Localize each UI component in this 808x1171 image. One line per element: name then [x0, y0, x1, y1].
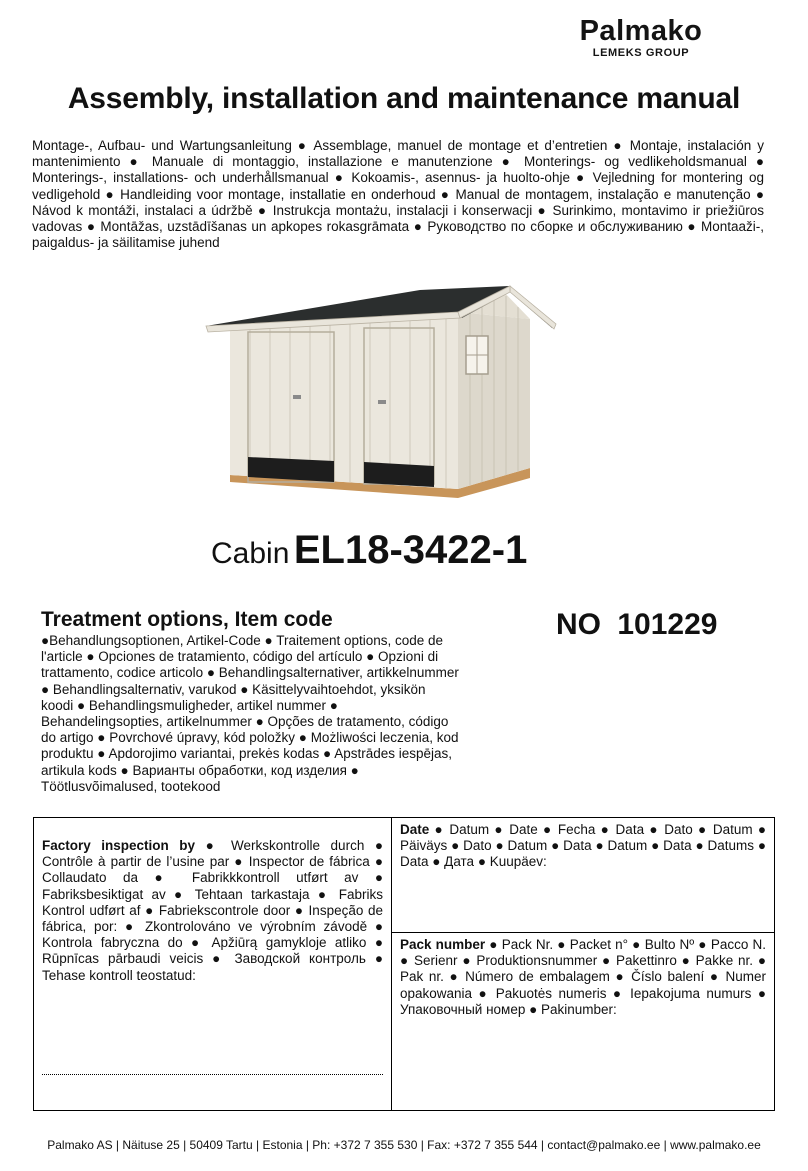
- inspection-table: [33, 817, 775, 1111]
- inspection-right-column: [392, 818, 774, 1110]
- logo-brand: Palmako: [579, 15, 703, 47]
- treatment-translations: ●Behandlungsoptionen, Artikel-Code ● Traitement options, code de l'article ● Opciones de tratamiento, código del artículo ● Opzioni di trattamento, codice articolo ● Behandlingsalternativer, artikkelnummer ● Behandlingsalternativ, varukod ● Käsittelyvaihtoehdot, yksikön koodi ● Behandlingsmuligheder, artikel nummer ● Behandelingsopties, artikelnummer ● Opções de tratamento, código do artigo ● Povrchové úpravy, kód položky ● Możliwości leczenia, kod produktu ● Apdorojimo variantai, prekės kodas ● Apstrādes iespējas, artikula kods ● Варианты обработки, код изделия ● Töötlusvõimalused, tootekood: [41, 633, 459, 794]
- footer-contact: Palmako AS | Näituse 25 | 50409 Tartu | Estonia | Ph: +372 7 355 530 | Fax: +372 7 355 544 | contact@palmako.ee | www.palmako.ee: [47, 1138, 761, 1152]
- cabin-word: Cabin: [211, 537, 290, 570]
- pack-number-text: [392, 933, 774, 1018]
- pack-number-cell: [392, 933, 774, 1110]
- cabin-model-code: EL18-3422-1: [293, 528, 528, 572]
- signature-line: [42, 1064, 383, 1075]
- factory-inspection-translations: ● Werkskontrolle durch ● Contrôle à partir de l’usine par ● Inspector de fábrica ● Collaudato da ● Fabrikkkontroll utført av ● Fabriksbesiktigat av ● Tehtaan tarkastaja ● Fabriks Kontrol udført af ● Fabriekscontrole door ● Inspeção de fábrica, por: ● Zkontrolováno ve výrobním závodě ● Kontrola fabryczna do ● Apžiūrą gamykloje atliko ● Rūpnīcas pārbaudi veicis ● Заводской контроль ● Tehase kontroll teostatud:: [42, 838, 383, 983]
- logo-group: LEMEKS GROUP: [592, 47, 690, 59]
- treatment-heading: Treatment options, Item code: [41, 608, 333, 631]
- date-label: Date: [400, 822, 430, 837]
- cabin-illustration: [200, 282, 560, 512]
- item-code: NO 101229: [556, 608, 718, 641]
- factory-inspection-text: [34, 818, 391, 984]
- pack-number-label: Pack number: [400, 937, 486, 952]
- date-translations: ● Datum ● Date ● Fecha ● Data ● Dato ● Datum ● Päiväys ● Dato ● Datum ● Data ● Datum ● Data ● Datums ● Data ● Дата ● Kuupäev:: [400, 822, 766, 870]
- factory-inspection-cell: [34, 818, 392, 1110]
- pack-number-translations: ● Pack Nr. ● Packet n° ● Bulto Nº ● Pacco N. ● Serienr ● Produktionsnummer ● Pakettinro ● Pakke nr. ● Pak nr. ● Número de embalagem ● Číslo balení ● Numer opakowania ● Pakuotės numeris ● Iepakojuma numurs ● Упаковочный номер ● Pakinumber:: [400, 937, 766, 1017]
- factory-inspection-label: Factory inspection by: [42, 838, 196, 853]
- title-translations: Montage-, Aufbau- und Wartungsanleitung ● Assemblage, manuel de montage et d’entretien ● Montaje, instalación y mantenimiento ● Manuale di montaggio, installazione e manutenzione ● Monterings- og vedlikeholdsmanual ● Monterings-, installations- och underhållsmanual ● Kokoamis-, asennus- ja huolto-ohje ● Vejledning for montering og vedligehold ● Handleiding voor montage, installatie en onderhoud ● Manual de montagem, instalação e manutenção ● Návod k montáži, instalaci a údržbě ● Instrukcja montażu, instalacji i konserwacji ● Surinkimo, montavimo ir priežiūros vadovas ● Montāžas, uzstādīšanas un apkopes rokasgrāmata ● Руководство по сборке и обслуживанию ● Montaaži-, paigaldus- ja säilitamise juhend: [32, 138, 764, 251]
- cabin-name: [211, 528, 527, 573]
- date-cell: [392, 818, 774, 933]
- date-text: [392, 818, 774, 871]
- page-title: Assembly, installation and maintenance manual: [67, 82, 741, 115]
- company-logo: [556, 14, 726, 59]
